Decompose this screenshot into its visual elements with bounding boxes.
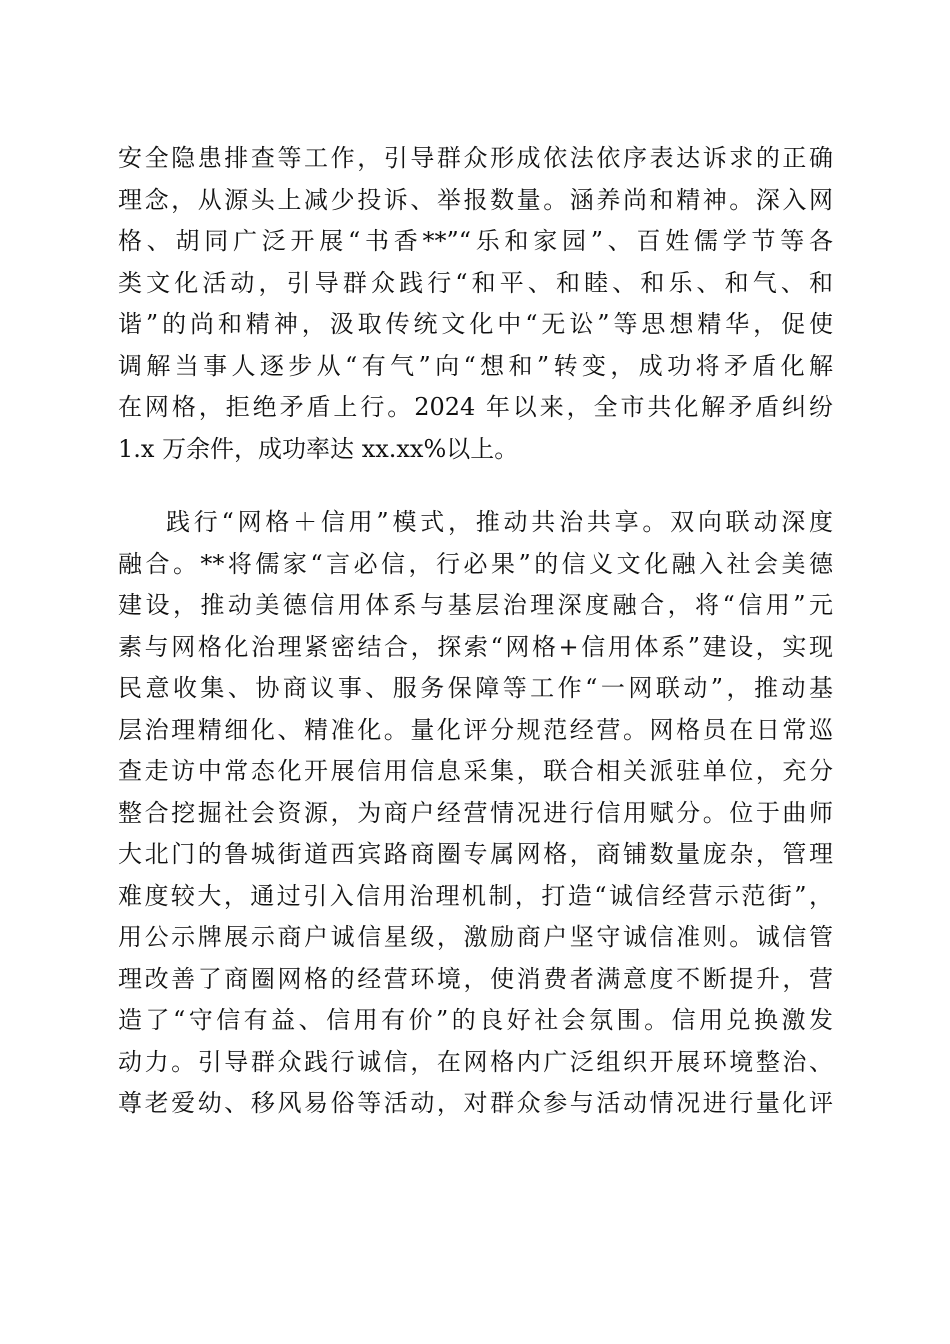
text-line: 融合。**将儒家“言必信，行必果”的信义文化融入社会美德 — [118, 549, 833, 578]
text-line: 类文化活动，引导群众践行“和平、和睦、和乐、和气、和 — [118, 268, 833, 297]
text-line: 践行“网格＋信用”模式，推动共治共享。双向联动深度 — [166, 508, 833, 536]
text-line: 造了“守信有益、信用有价”的良好社会氛围。信用兑换激发 — [118, 1006, 833, 1034]
text-line: 在网格，拒绝矛盾上行。2024 年以来，全市共化解矛盾纠纷 — [118, 393, 833, 421]
text-line: 1.x 万余件，成功率达 xx.xx%以上。 — [118, 434, 519, 463]
text-line: 动力。引导群众践行诚信，在网格内广泛组织开展环境整治、 — [118, 1047, 833, 1076]
text-line: 难度较大，通过引入信用治理机制，打造“诚信经营示范街”， — [118, 881, 833, 910]
paragraph-2 — [118, 502, 833, 1125]
text-line: 整合挖掘社会资源，为商户经营情况进行信用赋分。位于曲师 — [118, 798, 833, 827]
text-line: 素与网格化治理紧密结合，探索“网格+信用体系”建设，实现 — [118, 632, 833, 661]
text-line: 理念，从源头上减少投诉、举报数量。涵养尚和精神。深入网 — [118, 185, 833, 214]
paragraph-1 — [118, 138, 833, 470]
text-line: 尊老爱幼、移风易俗等活动，对群众参与活动情况进行量化评 — [118, 1089, 833, 1117]
text-line: 民意收集、协商议事、服务保障等工作“一网联动”，推动基 — [118, 674, 833, 702]
text-line: 格、胡同广泛开展“书香**”“乐和家园”、百姓儒学节等各 — [118, 227, 833, 255]
text-line: 建设，推动美德信用体系与基层治理深度融合，将“信用”元 — [118, 591, 833, 619]
text-line: 理改善了商圈网格的经营环境，使消费者满意度不断提升，营 — [118, 964, 833, 993]
text-line: 调解当事人逐步从“有气”向“想和”转变，成功将矛盾化解 — [118, 351, 833, 380]
text-line: 层治理精细化、精准化。量化评分规范经营。网格员在日常巡 — [118, 715, 833, 744]
text-line: 大北门的鲁城街道西宾路商圈专属网格，商铺数量庞杂，管理 — [118, 840, 833, 868]
text-line: 谐”的尚和精神，汲取传统文化中“无讼”等思想精华，促使 — [118, 310, 833, 338]
text-line: 查走访中常态化开展信用信息采集，联合相关派驻单位，充分 — [118, 757, 833, 785]
text-line: 安全隐患排查等工作，引导群众形成依法依序表达诉求的正确 — [118, 144, 833, 172]
text-line: 用公示牌展示商户诚信星级，激励商户坚守诚信准则。诚信管 — [118, 923, 833, 951]
